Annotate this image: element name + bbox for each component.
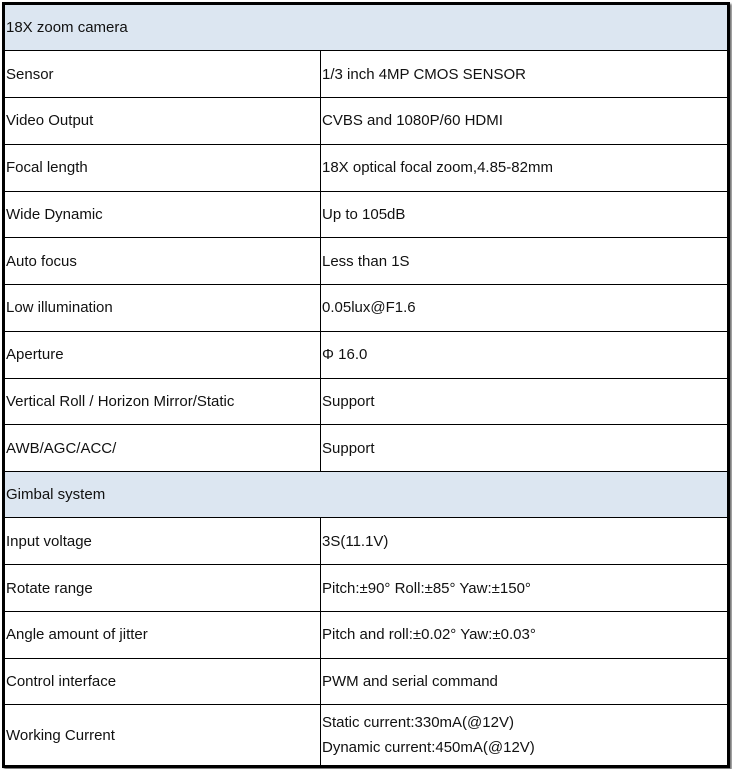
- table-row: [5, 378, 728, 425]
- table-row: [5, 611, 728, 658]
- spec-value: [321, 51, 728, 98]
- section-header-row: [5, 5, 728, 51]
- table-row: [5, 144, 728, 191]
- section-title: 18X zoom camera: [5, 5, 728, 51]
- spec-label: Focal length: [5, 144, 321, 191]
- spec-value: [321, 144, 728, 191]
- spec-value-line: Φ 16.0: [322, 346, 368, 364]
- spec-value-line: Pitch and roll:±0.02° Yaw:±0.03°: [322, 626, 536, 644]
- spec-value-line: Less than 1S: [322, 252, 410, 270]
- spec-label: Rotate range: [5, 565, 321, 612]
- spec-label: Low illumination: [5, 285, 321, 332]
- table-row: [5, 98, 728, 145]
- spec-label: AWB/AGC/ACC/: [5, 425, 321, 472]
- spec-value: [321, 191, 728, 238]
- spec-value: [321, 378, 728, 425]
- table-row: [5, 238, 728, 285]
- table-row: [5, 51, 728, 98]
- spec-value: [321, 331, 728, 378]
- spec-value-line: CVBS and 1080P/60 HDMI: [322, 112, 503, 130]
- section-title: Gimbal system: [5, 472, 728, 518]
- table-row: [5, 565, 728, 612]
- spec-value-line: Static current:330mA(@12V): [322, 714, 514, 732]
- table-row: [5, 191, 728, 238]
- spec-label: Auto focus: [5, 238, 321, 285]
- spec-value: [321, 611, 728, 658]
- spec-value-line: Dynamic current:450mA(@12V): [322, 739, 535, 757]
- spec-value: [321, 238, 728, 285]
- spec-label: Vertical Roll / Horizon Mirror/Static: [5, 378, 321, 425]
- spec-value-line: 1/3 inch 4MP CMOS SENSOR: [322, 65, 526, 83]
- spec-value: [321, 705, 728, 766]
- spec-value-line: Up to 105dB: [322, 205, 406, 223]
- spec-label: Angle amount of jitter: [5, 611, 321, 658]
- spec-value: [321, 518, 728, 565]
- table-row: [5, 705, 728, 766]
- spec-label: Control interface: [5, 658, 321, 705]
- spec-value-line: 3S(11.1V): [322, 532, 389, 550]
- spec-label: Sensor: [5, 51, 321, 98]
- section-header-row: [5, 472, 728, 518]
- table-row: [5, 518, 728, 565]
- table-row: [5, 658, 728, 705]
- spec-table-frame: [2, 2, 730, 768]
- spec-value: [321, 658, 728, 705]
- spec-table-body: [5, 5, 728, 766]
- spec-label: Working Current: [5, 705, 321, 766]
- spec-value: [321, 285, 728, 332]
- spec-label: Input voltage: [5, 518, 321, 565]
- spec-value-line: PWM and serial command: [322, 673, 498, 691]
- spec-value-line: Pitch:±90° Roll:±85° Yaw:±150°: [322, 579, 531, 597]
- spec-value: [321, 565, 728, 612]
- spec-label: Wide Dynamic: [5, 191, 321, 238]
- spec-value-line: 18X optical focal zoom,4.85-82mm: [322, 159, 553, 177]
- spec-label: Aperture: [5, 331, 321, 378]
- spec-value: [321, 98, 728, 145]
- spec-table: [4, 4, 728, 766]
- spec-value: [321, 425, 728, 472]
- spec-label: Video Output: [5, 98, 321, 145]
- table-row: [5, 331, 728, 378]
- table-row: [5, 285, 728, 332]
- table-row: [5, 425, 728, 472]
- spec-value-line: Support: [322, 439, 375, 457]
- spec-value-line: 0.05lux@F1.6: [322, 299, 416, 317]
- spec-value-line: Support: [322, 393, 375, 410]
